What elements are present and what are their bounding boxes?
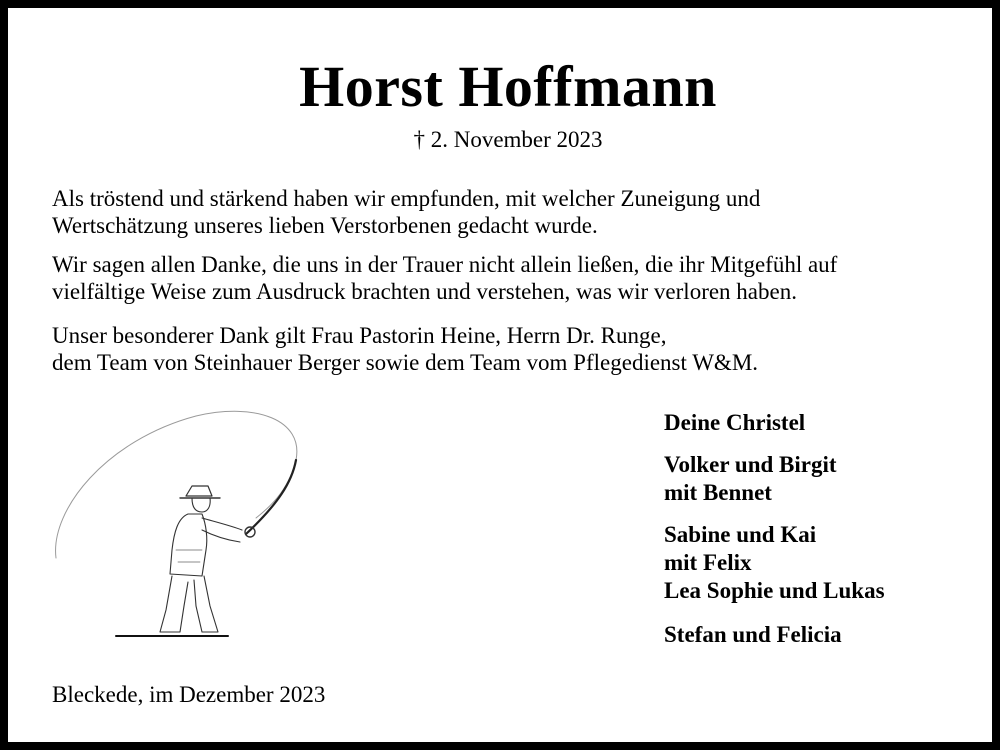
family-group-3 <box>664 521 984 605</box>
deceased-name: Horst Hoffmann <box>299 54 717 119</box>
family-group-2 <box>664 451 984 507</box>
paragraph-line: vielfältige Weise zum Ausdruck brachten und verstehen, was wir verloren haben. <box>52 279 797 304</box>
fly-fisherman-drawing <box>46 400 308 644</box>
paragraph-line: Als tröstend und stärkend haben wir empfunden, mit welcher Zuneigung und <box>52 186 761 211</box>
family-line: Sabine und Kai <box>664 522 817 547</box>
thanks-paragraph-2 <box>52 251 972 305</box>
death-date: † 2. November 2023 <box>413 127 603 152</box>
thanks-paragraph-1 <box>52 185 972 239</box>
paragraph-line: dem Team von Steinhauer Berger sowie dem Team vom Pflegedienst W&M. <box>52 350 759 375</box>
family-line: mit Felix <box>664 550 752 575</box>
paragraph-line: Unser besonderer Dank gilt Frau Pastorin Heine, Herrn Dr. Runge, <box>52 323 667 348</box>
place-date: Bleckede, im Dezember 2023 <box>52 682 326 707</box>
family-group-1 <box>664 409 984 437</box>
family-group-4 <box>664 621 984 649</box>
family-line: Lea Sophie und Lukas <box>664 578 885 603</box>
family-line: Volker und Birgit <box>664 452 837 477</box>
family-line: Deine Christel <box>664 410 806 435</box>
paragraph-line: Wertschätzung unseres lieben Verstorbenen gedacht wurde. <box>52 213 598 238</box>
paragraph-line: Wir sagen allen Danke, die uns in der Trauer nicht allein ließen, die ihr Mitgefühl auf <box>52 252 838 277</box>
family-line: mit Bennet <box>664 480 772 505</box>
family-line: Stefan und Felicia <box>664 622 842 647</box>
thanks-paragraph-3 <box>52 322 972 376</box>
